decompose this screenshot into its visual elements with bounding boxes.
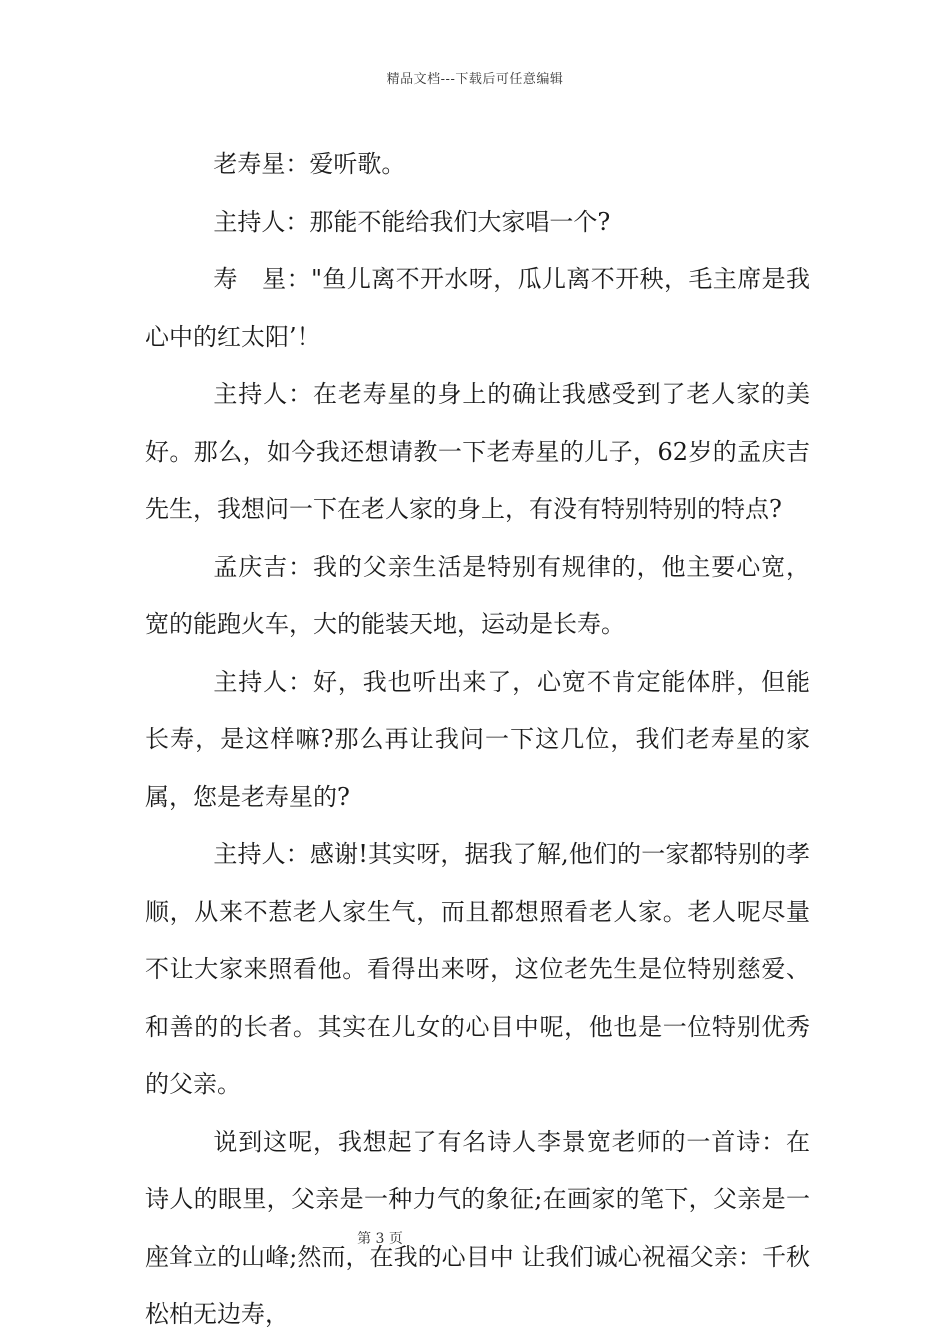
paragraph: 孟庆吉：我的父亲生活是特别有规律的，他主要心宽，宽的能跑火车，大的能装天地，运动是长寿。 xyxy=(145,552,810,638)
document-body xyxy=(145,136,810,1344)
paragraph: 主持人：那能不能给我们大家唱一个? xyxy=(213,207,611,236)
paragraph: 说到这呢，我想起了有名诗人李景宽老师的一首诗：在诗人的眼里，父亲是一种力气的象征;在画家的笔下，父亲是一座耸立的山峰;然而，在我的心目中 让我们诚心祝福父亲：千秋松柏无边寿， xyxy=(145,1127,810,1328)
paragraph: 老寿星：爱听歌。 xyxy=(213,150,406,178)
paragraph: 主持人：好，我也听出来了，心宽不肯定能体胖，但能长寿，是这样嘛?那么再让我问一下这几位，我们老寿星的家属，您是老寿星的? xyxy=(145,667,810,811)
page-header: 精品文档---下载后可任意编辑 xyxy=(386,72,564,87)
page-number: 第 3 页 xyxy=(357,1231,403,1247)
paragraph: 寿 星："鱼儿离不开水呀，瓜儿离不开秧，毛主席是我心中的红太阳’！ xyxy=(145,265,810,351)
paragraph: 主持人：感谢!其实呀，据我了解,他们的一家都特别的孝顺，从来不惹老人家生气，而且都想照看老人家。老人呢尽量不让大家来照看他。看得出来呀，这位老先生是位特别慈爱、和善的的长者。其实在儿女的心目中呢，他也是一位特别优秀的父亲。 xyxy=(145,840,810,1098)
paragraph: 主持人：在老寿星的身上的确让我感受到了老人家的美好。那么，如今我还想请教一下老寿星的儿子，62岁的孟庆吉先生，我想问一下在老人家的身上，有没有特别特别的特点? xyxy=(145,380,810,523)
